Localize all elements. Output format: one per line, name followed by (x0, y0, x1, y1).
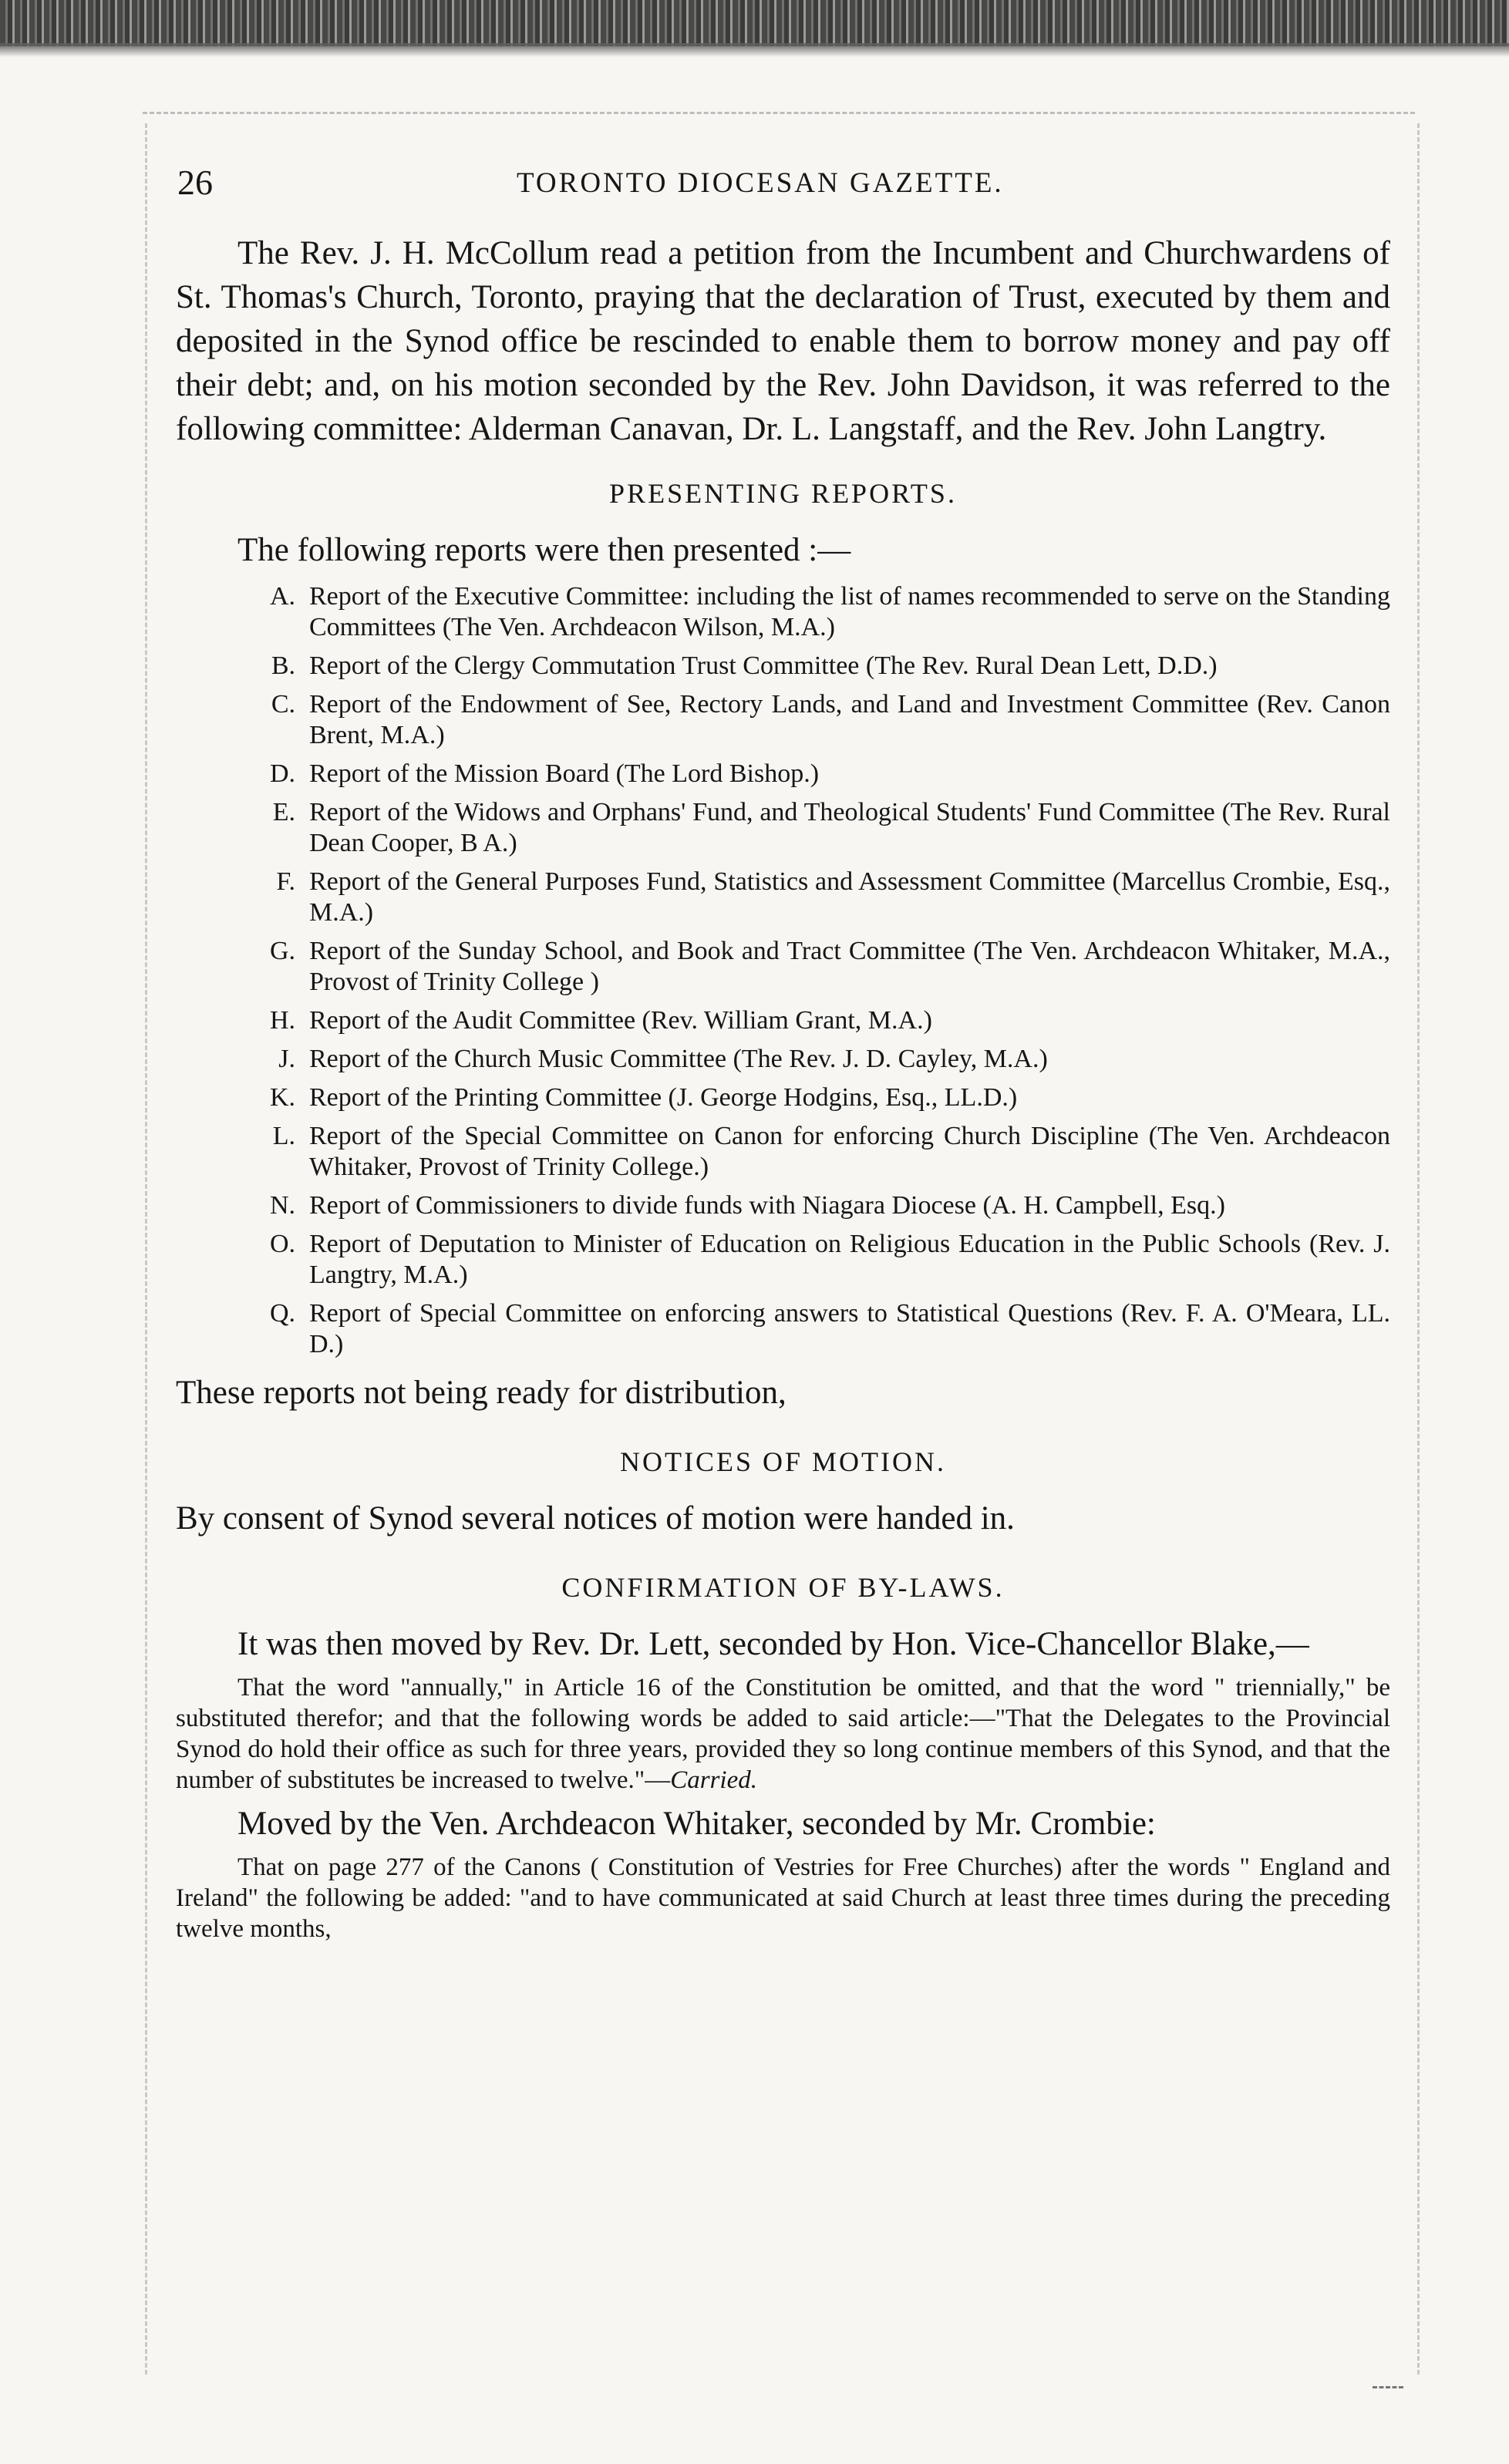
list-item (176, 867, 1390, 928)
section-heading-reports: PRESENTING REPORTS. (609, 478, 957, 509)
list-item (176, 1082, 1390, 1113)
report-text: Report of the Endowment of See, Rectory Lands, and Land and Investment Committee (Rev. Canon Brent, M.A.) (309, 690, 1390, 749)
resolution-1 (176, 1672, 1390, 1796)
report-text: Report of the Clergy Commutation Trust Committee (The Rev. Rural Dean Lett, D.D.) (309, 651, 1218, 680)
report-text: Report of the Widows and Orphans' Fund, and Theological Students' Fund Committee (The Rev. Rural Dean Cooper, B A.) (309, 798, 1390, 857)
top-rule (143, 112, 1415, 114)
report-text: Report of the Sunday School, and Book and Tract Committee (The Ven. Archdeacon Whitaker, M.A., Provost of Trinity College ) (309, 937, 1390, 996)
report-letter: B. (271, 651, 295, 680)
page-body (176, 231, 1390, 1951)
report-letter: O. (269, 1230, 295, 1258)
report-letter: A. (269, 582, 295, 611)
section-heading-bylaws: CONFIRMATION OF BY-LAWS. (561, 1572, 1005, 1603)
report-letter: C. (271, 690, 295, 719)
report-text: Report of Commissioners to divide funds with Niagara Diocese (A. H. Campbell, Esq.) (309, 1191, 1225, 1220)
intro-paragraph: The Rev. J. H. McCollum read a petition from the Incumbent and Churchwardens of St. Thomas's Church, Toronto, praying that the declaration of Trust, executed by them and deposited in the Synod office be rescinded to enable them to borrow money and pay off their debt; and, on his motion seconded by the Rev. John Davidson, it was referred to the following committee: Alderman Canavan, Dr. L. Langstaff, and the Rev. John Langtry. (176, 235, 1390, 447)
list-item (176, 1044, 1390, 1075)
report-letter: G. (269, 937, 295, 965)
report-letter: F. (276, 867, 295, 896)
list-item (176, 689, 1390, 751)
resolution-1-text: That the word "annually," in Article 16 of the Constitution be omitted, and that the word " triennially," be substituted therefor; and that the following words be added to said article:—"That the Delegates to the Provincial Synod do hold their office as such for three years, provided they so long continue members of this Synod, and that the number of substitutes be increased to twelve."— (176, 1674, 1390, 1794)
report-text: Report of the Audit Committee (Rev. William Grant, M.A.) (309, 1006, 932, 1035)
motion-2: Moved by the Ven. Archdeacon Whitaker, seconded by Mr. Crombie: (237, 1806, 1156, 1842)
report-text: Report of the Church Music Committee (The Rev. J. D. Cayley, M.A.) (309, 1045, 1048, 1073)
reports-closing: These reports not being ready for distribution, (176, 1375, 786, 1411)
report-text: Report of the Printing Committee (J. George Hodgins, Esq., LL.D.) (309, 1083, 1018, 1112)
list-item (176, 1190, 1390, 1221)
list-item (176, 759, 1390, 789)
list-item (176, 1121, 1390, 1183)
report-letter: L. (272, 1122, 295, 1150)
list-item (176, 1005, 1390, 1036)
resolution-2: That on page 277 of the Canons ( Constitution of Vestries for Free Churches) after the words " England and Ireland" the following be added: "and to have communicated at said Church at least three times during the preceding twelve months, (176, 1853, 1390, 1943)
report-text: Report of the Mission Board (The Lord Bishop.) (309, 759, 820, 788)
report-letter: J. (278, 1045, 295, 1073)
report-text: Report of the Special Committee on Canon for enforcing Church Discipline (The Ven. Archdeacon Whitaker, Provost of Trinity College.) (309, 1122, 1390, 1181)
list-item (176, 1229, 1390, 1291)
running-head: TORONTO DIOCESAN GAZETTE. (517, 167, 1004, 199)
list-item (176, 936, 1390, 998)
report-letter: H. (269, 1006, 295, 1035)
motion-1: It was then moved by Rev. Dr. Lett, seconded by Hon. Vice-Chancellor Blake,— (237, 1626, 1309, 1662)
list-item (176, 797, 1390, 859)
scan-edge (0, 0, 1509, 46)
footer-mark (1373, 2386, 1403, 2388)
report-letter: K. (269, 1083, 295, 1112)
reports-intro: The following reports were then presented :— (237, 532, 851, 568)
report-text: Report of Special Committee on enforcing answers to Statistical Questions (Rev. F. A. O'Meara, LL. D.) (309, 1299, 1390, 1358)
report-letter: E. (272, 798, 295, 826)
carried-label: Carried. (670, 1766, 757, 1794)
report-letter: N. (269, 1191, 295, 1220)
report-text: Report of the General Purposes Fund, Statistics and Assessment Committee (Marcellus Crombie, Esq., M.A.) (309, 867, 1390, 927)
section-heading-notices: NOTICES OF MOTION. (620, 1446, 946, 1477)
list-item (176, 651, 1390, 682)
left-margin-line (145, 123, 147, 2375)
report-letter: D. (269, 759, 295, 788)
list-item (176, 581, 1390, 643)
report-letter: Q. (269, 1299, 295, 1328)
report-text: Report of the Executive Committee: including the list of names recommended to serve on the Standing Committees (The Ven. Archdeacon Wilson, M.A.) (309, 582, 1390, 641)
report-text: Report of Deputation to Minister of Education on Religious Education in the Public Schools (Rev. J. Langtry, M.A.) (309, 1230, 1390, 1289)
list-item (176, 1298, 1390, 1360)
notices-text: By consent of Synod several notices of motion were handed in. (176, 1500, 1015, 1537)
report-list (176, 581, 1390, 1360)
page-number: 26 (177, 163, 213, 202)
right-margin-line (1417, 123, 1420, 2375)
